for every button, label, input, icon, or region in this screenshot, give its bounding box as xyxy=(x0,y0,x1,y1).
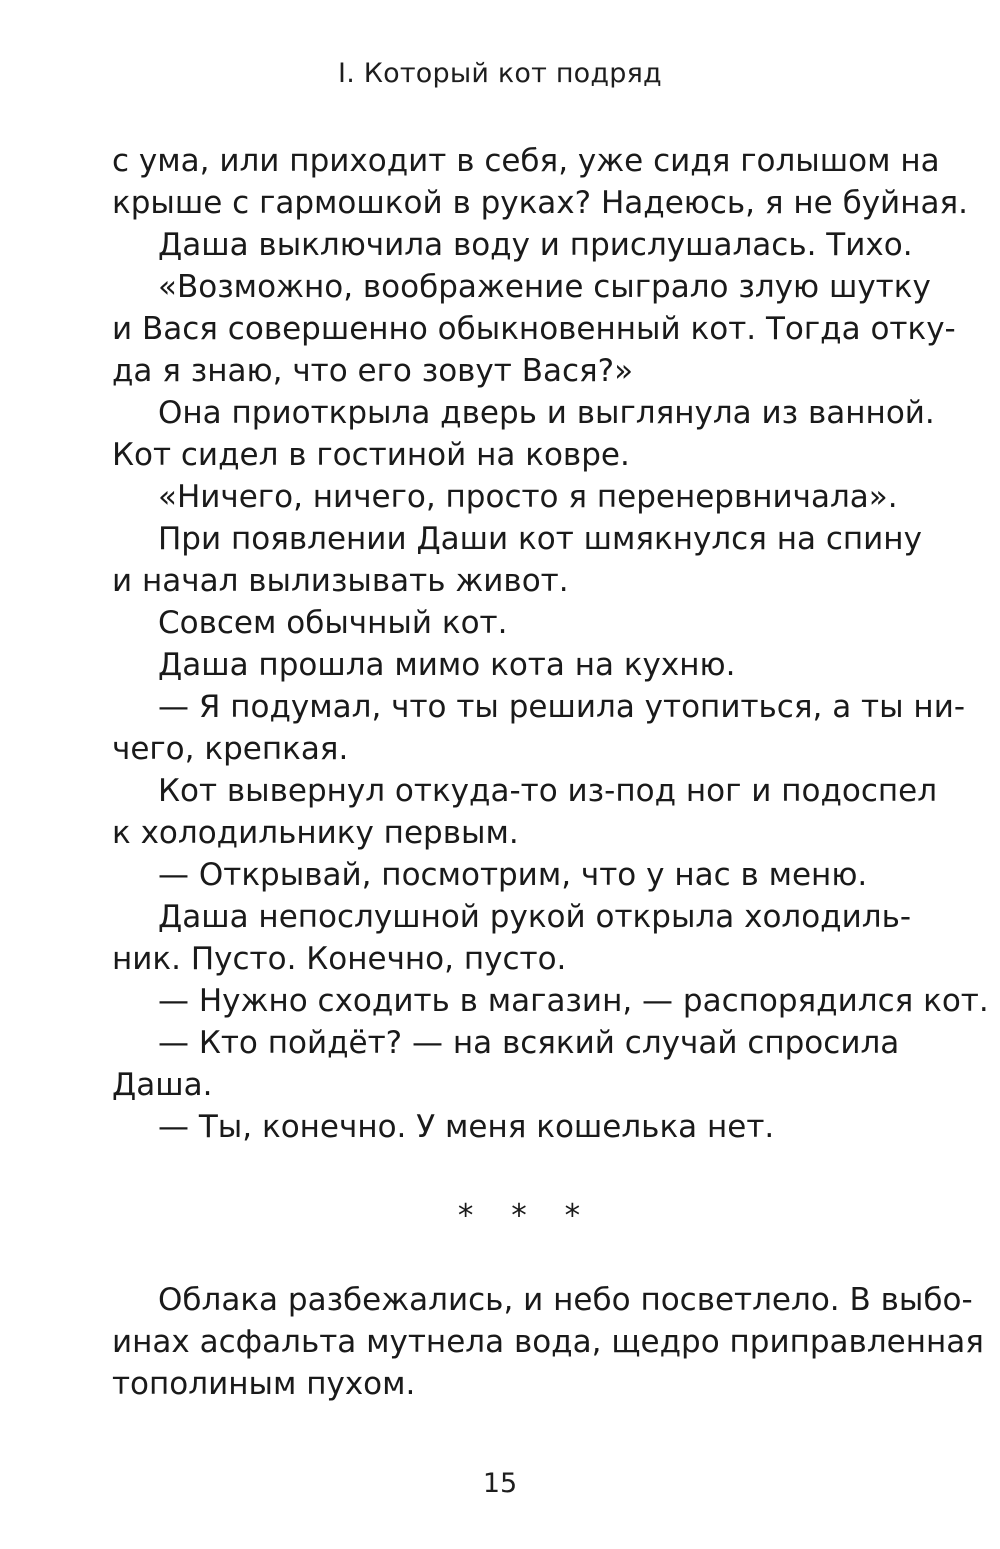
text-line: чего, крепкая. xyxy=(112,731,349,767)
text-line: — Кто пойдёт? — на всякий случай спросила xyxy=(158,1025,900,1061)
text-line: — Нужно сходить в магазин, — распорядился кот. xyxy=(158,983,989,1019)
text-line: — Ты, конечно. У меня кошелька нет. xyxy=(158,1109,775,1145)
text-line: Даша непослушной рукой открыла холодиль- xyxy=(158,899,912,935)
text-line: Кот сидел в гостиной на ковре. xyxy=(112,437,630,473)
text-line: с ума, или приходит в себя, уже сидя голышом на xyxy=(112,143,940,179)
text-line: Даша прошла мимо кота на кухню. xyxy=(158,647,736,683)
running-head: I. Который кот подряд xyxy=(338,58,662,89)
text-line: ник. Пусто. Конечно, пусто. xyxy=(112,941,567,977)
text-line: При появлении Даши кот шмякнулся на спину xyxy=(158,521,922,557)
text-line: Даша выключила воду и прислушалась. Тихо. xyxy=(158,227,913,263)
text-line: инах асфальта мутнела вода, щедро приправленная xyxy=(112,1324,984,1360)
section-separator: * * * xyxy=(457,1198,595,1234)
text-line: Она приоткрыла дверь и выглянула из ванной. xyxy=(158,395,935,431)
text-line: и начал вылизывать живот. xyxy=(112,563,569,599)
text-line: Совсем обычный кот. xyxy=(158,605,508,641)
text-line: Кот вывернул откуда-то из-под ног и подоспел xyxy=(158,773,938,809)
text-line: «Возможно, воображение сыграло злую шутку xyxy=(158,269,931,305)
text-line: к холодильнику первым. xyxy=(112,815,519,851)
text-line: да я знаю, что его зовут Вася?» xyxy=(112,353,634,389)
text-line: Даша. xyxy=(112,1067,213,1103)
text-block-main xyxy=(112,140,989,1148)
text-line: — Открывай, посмотрим, что у нас в меню. xyxy=(158,857,868,893)
page-number: 15 xyxy=(482,1468,518,1499)
text-line: — Я подумал, что ты решила утопиться, а ты ни- xyxy=(158,689,966,725)
text-block-new-section xyxy=(112,1279,984,1405)
text-line: и Вася совершенно обыкновенный кот. Тогда отку- xyxy=(112,311,956,347)
text-line: Облака разбежались, и небо посветлело. В выбо- xyxy=(158,1282,973,1318)
text-line: тополиным пухом. xyxy=(112,1366,416,1402)
text-line: «Ничего, ничего, просто я перенервничала». xyxy=(158,479,898,515)
text-line: крыше с гармошкой в руках? Надеюсь, я не буйная. xyxy=(112,185,968,221)
